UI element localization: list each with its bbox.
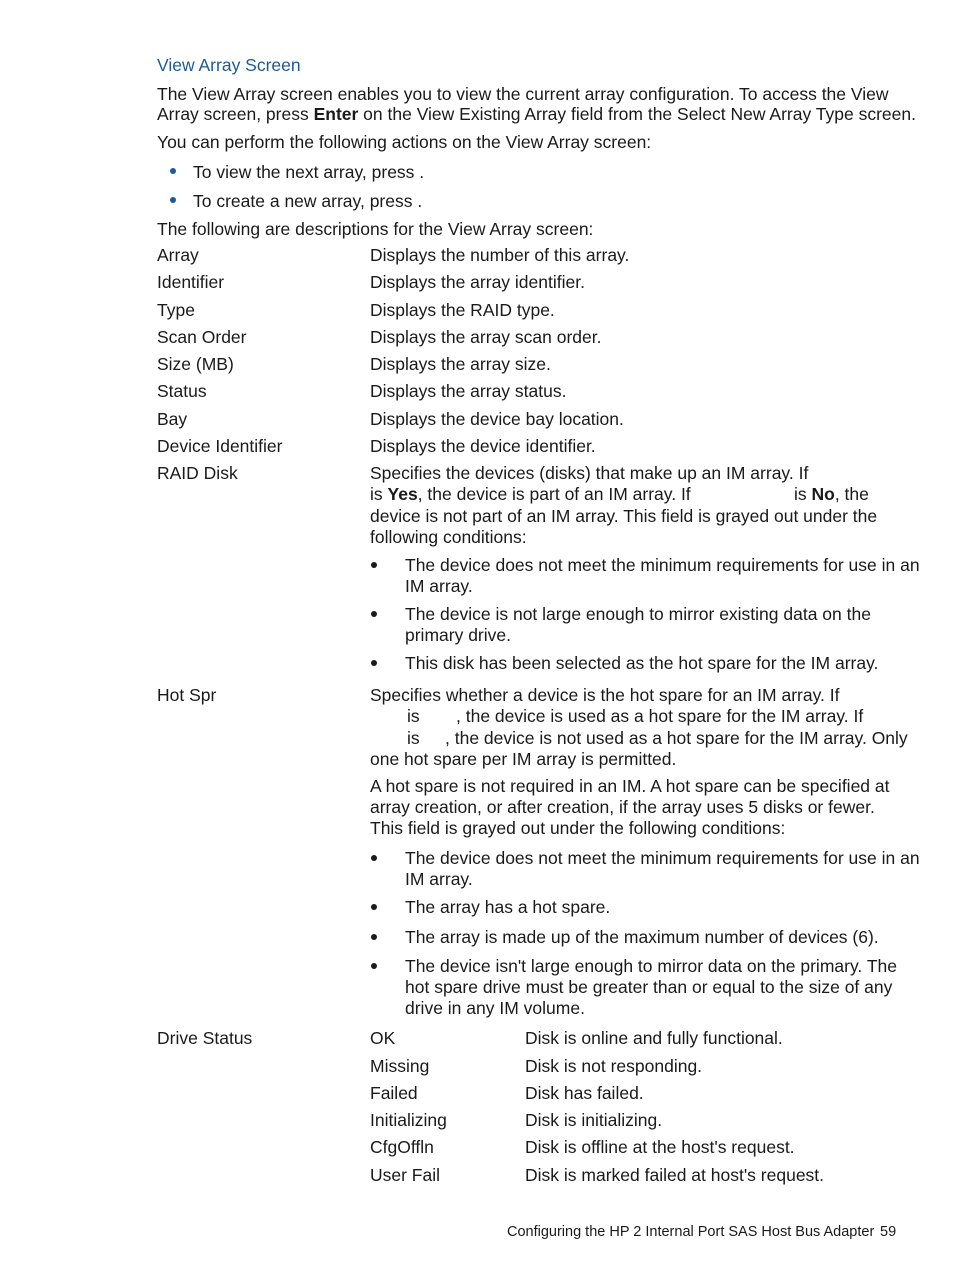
raid-disk-desc-line: Specifies the devices (disks) that make up an IM array. If	[370, 463, 809, 483]
raid-disk-condition: IM array.	[405, 576, 473, 596]
field-desc: Displays the array size.	[370, 354, 551, 374]
raid-disk-condition: primary drive.	[405, 625, 511, 645]
intro-line-1: The View Array screen enables you to view the current array configuration. To access the View	[157, 84, 889, 104]
field-desc: Displays the RAID type.	[370, 300, 555, 320]
bullet-icon	[371, 660, 377, 666]
hot-spr-condition: hot spare drive must be greater than or equal to the size of any	[405, 977, 893, 997]
drive-state: OK	[370, 1028, 396, 1048]
field-term: Bay	[157, 409, 188, 429]
hot-spr-condition: IM array.	[405, 869, 473, 889]
field-desc: Displays the device bay location.	[370, 409, 624, 429]
field-term: Size (MB)	[157, 354, 234, 374]
field-term: Array	[157, 245, 199, 265]
field-desc: Displays the number of this array.	[370, 245, 630, 265]
drive-state-desc: Disk is marked failed at host's request.	[525, 1165, 825, 1185]
action-item: To view the next array, press .	[193, 162, 425, 182]
bullet-icon	[371, 611, 377, 617]
field-desc: Displays the array status.	[370, 381, 567, 401]
actions-intro: You can perform the following actions on the View Array screen:	[157, 132, 652, 152]
field-term-hot-spr: Hot Spr	[157, 685, 217, 705]
field-term: Type	[157, 300, 195, 320]
drive-state: Failed	[370, 1083, 418, 1103]
bullet-icon	[371, 562, 377, 568]
enter-key-label: Enter	[313, 104, 359, 124]
bullet-icon	[371, 963, 377, 969]
drive-state-desc: Disk is offline at the host's request.	[525, 1137, 795, 1157]
field-term: Device Identifier	[157, 436, 283, 456]
hot-spr-condition: The device does not meet the minimum requirements for use in an	[405, 848, 920, 868]
hot-spr-condition: The device isn't large enough to mirror data on the primary. The	[405, 956, 897, 976]
drive-state: User Fail	[370, 1165, 441, 1185]
hot-spr-condition: The array has a hot spare.	[405, 897, 611, 917]
field-term-drive-status: Drive Status	[157, 1028, 253, 1048]
raid-disk-condition: The device is not large enough to mirror existing data on the	[405, 604, 871, 624]
field-term-raid-disk: RAID Disk	[157, 463, 238, 483]
drive-state: CfgOffln	[370, 1137, 434, 1157]
bullet-icon	[371, 934, 377, 940]
drive-state: Missing	[370, 1056, 430, 1076]
hot-spr-desc-line: , the device is not used as a hot spare for the IM array. Only	[445, 728, 908, 748]
bullet-icon	[170, 168, 176, 174]
field-term: Scan Order	[157, 327, 247, 347]
hot-spr-note-line: A hot spare is not required in an IM. A hot spare can be specified at	[370, 776, 890, 796]
field-desc: Displays the device identifier.	[370, 436, 596, 456]
hot-spr-condition: The array is made up of the maximum number of devices (6).	[405, 927, 879, 947]
drive-state: Initializing	[370, 1110, 447, 1130]
hot-spr-desc-line: , the device is used as a hot spare for the IM array. If	[456, 706, 864, 726]
drive-state-desc: Disk has failed.	[525, 1083, 644, 1103]
hot-spr-desc-line: Specifies whether a device is the hot spare for an IM array. If	[370, 685, 840, 705]
action-item: To create a new array, press .	[193, 191, 423, 211]
raid-disk-desc-line: is No, the	[794, 484, 869, 504]
drive-state-desc: Disk is initializing.	[525, 1110, 663, 1130]
raid-disk-condition: This disk has been selected as the hot spare for the IM array.	[405, 653, 879, 673]
footer-title: Configuring the HP 2 Internal Port SAS Host Bus Adapter	[507, 1224, 875, 1240]
raid-disk-desc-line: following conditions:	[370, 527, 527, 547]
field-term: Status	[157, 381, 207, 401]
descriptions-intro: The following are descriptions for the View Array screen:	[157, 219, 594, 239]
page-number: 59	[880, 1224, 897, 1240]
bullet-icon	[371, 855, 377, 861]
field-term: Identifier	[157, 272, 225, 292]
raid-disk-condition: The device does not meet the minimum requirements for use in an	[405, 555, 920, 575]
hot-spr-note-line: This field is grayed out under the following conditions:	[370, 818, 786, 838]
hot-spr-condition: drive in any IM volume.	[405, 998, 585, 1018]
hot-spr-desc-line: is	[407, 728, 420, 748]
raid-disk-desc-line: is Yes, the device is part of an IM array. If	[370, 484, 691, 504]
raid-disk-desc-line: device is not part of an IM array. This field is grayed out under the	[370, 506, 878, 526]
drive-state-desc: Disk is not responding.	[525, 1056, 703, 1076]
field-desc: Displays the array scan order.	[370, 327, 602, 347]
bullet-icon	[371, 904, 377, 910]
drive-state-desc: Disk is online and fully functional.	[525, 1028, 783, 1048]
bullet-icon	[170, 197, 176, 203]
hot-spr-desc-line: one hot spare per IM array is permitted.	[370, 749, 677, 769]
hot-spr-note-line: array creation, or after creation, if the array uses 5 disks or fewer.	[370, 797, 875, 817]
hot-spr-desc-line: is	[407, 706, 420, 726]
intro-line-2: Array screen, press Enter on the View Existing Array field from the Select New Array Type screen.	[157, 104, 916, 124]
field-desc: Displays the array identifier.	[370, 272, 585, 292]
section-heading: View Array Screen	[157, 55, 301, 75]
